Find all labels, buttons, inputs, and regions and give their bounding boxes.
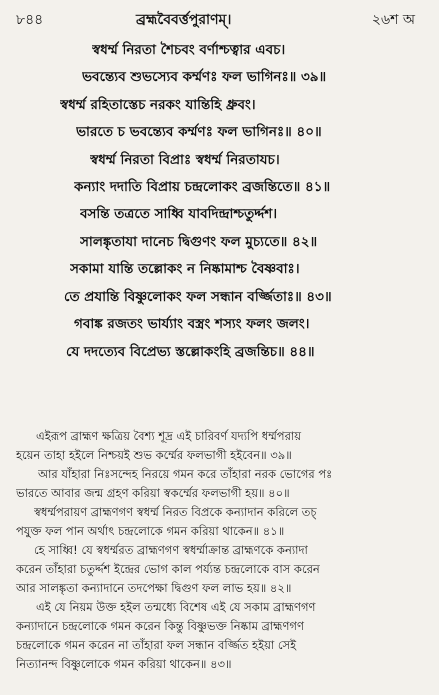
- translation-line: পযুক্ত ফল পান অর্থাৎ চন্দ্রলোকে গমন করিয়া থাকেন॥ ৪১॥: [16, 524, 285, 538]
- page-header: [0, 4, 439, 26]
- translation-line: হয়েন তাহা হইলে নিশ্চয়ই শুভ কর্ম্মের ফলভাগী হইবেন॥ ৩৯॥: [16, 448, 292, 462]
- translation-line: স্বধর্ম্মপরায়ণ ব্রাহ্মণগণ স্বধর্ম্ম নিরত বিপ্রকে কন্যাদান করিলে তচ্: [34, 505, 317, 519]
- translation-line: হে সাধ্বি! যে স্বধর্ম্মরত ব্রাহ্মণগণ স্বধর্ম্মাক্রান্ত ব্রাহ্মণকে কন্যাদা: [34, 543, 308, 557]
- verse-line: গবাঙ্ক রজতং ভার্য্যাং বস্ত্রং শস্যং ফলং জলং।: [74, 316, 310, 332]
- verse-line: বসন্তি তত্রতে সাধ্বি যাবদিন্দ্রাশ্চতুর্দ্দশ।: [80, 206, 278, 222]
- verse-line: স্বধর্ম্ম রহিতাস্তেচ নরকং যান্তিহি ধ্রুবং।: [60, 97, 256, 113]
- verse-line: যে দদত্যেব বিপ্রেভ্য স্তল্লোকংহি ব্রজন্তিচ॥ ৪৪॥: [66, 344, 315, 360]
- verse-line: কন্যাং দদাতি বিপ্রায় চন্দ্রলোকং ব্রজন্তিতে॥ ৪১॥: [74, 179, 331, 195]
- translation-line: আর যাঁহারা নিঃসন্দেহ নিরয়ে গমন করে তাঁহারা নরক ভোগের পঃ: [38, 467, 333, 481]
- verse-line: স্বধর্ম্ম নিরতা বিপ্রাঃ স্বধর্ম্ম নিরতাযচ।: [90, 152, 280, 168]
- verse-line: সালঙ্কৃতাযা দানেচ দ্বিগুণং ফল মুচ্যতে॥ ৪২॥: [80, 234, 318, 250]
- page-number: ৮৪৪: [16, 12, 44, 28]
- running-title: ব্রহ্মবৈবর্ত্তপুরাণম্।: [136, 12, 232, 28]
- verse-line: তে প্রযান্তি বিষ্ণুলোকং ফল সন্ধান বর্জ্জিতাঃ॥ ৪৩॥: [64, 289, 332, 305]
- translation-line: করেন তাঁহারা চতুর্দ্দশ ইন্দ্রের ভোগ কাল পর্য্যন্ত চন্দ্রলোকে বাস করেন: [16, 562, 320, 576]
- translation-line: নিত্যানন্দ বিষ্ণুলোকে গমন করিয়া থাকেন॥ ৪৩॥: [16, 657, 232, 671]
- verse-line: সকামা যান্তি তল্লোকং ন নিষ্কামাশ্চ বৈষ্ণবাঃ।: [70, 261, 300, 277]
- translation-line: চন্দ্রলোকে গমন করেন না তাঁহারা ফল সন্ধান বর্জ্জিত হইয়া সেই: [16, 638, 297, 652]
- verse-line: স্বধর্ম্ম নিরতা শৈচবং বর্ণাশ্চত্বার এবচ।: [92, 42, 286, 58]
- translation-line: আর সালঙ্কৃতা কন্যাদানে তদপেক্ষা দ্বিগুণ ফল লাভ হয়॥ ৪২॥: [16, 581, 292, 595]
- translation-line: এই যে নিয়ম উক্ত হইল তন্মধ্যে বিশেষ এই যে সকাম ব্রাহ্মণগণ: [36, 600, 316, 614]
- verse-line: ভারতে চ ভবন্ত্যেব কর্ম্মণঃ ফল ভাগিনঃ॥ ৪০॥: [76, 124, 322, 140]
- translation-line: ভারতে আবার জন্ম গ্রহণ করিয়া স্বকর্ম্মের ফলভাগী হয়॥ ৪০॥: [16, 486, 290, 500]
- translation-line: এইরূপ ব্রাহ্মণ ক্ষত্রিয় বৈশ্য শূদ্র এই চারিবর্ণ যদ্যপি ধর্ম্মপরায়: [36, 429, 302, 443]
- chapter-label: ২৬শ অ: [371, 12, 415, 28]
- verse-line: ভবন্ত্যেব শুভস্যেব কর্ম্মণঃ ফল ভাগিনঃ॥ ৩৯॥: [82, 69, 327, 85]
- translation-line: কন্যাদানে চন্দ্রলোকে গমন করেন কিন্তু বিষ্ণুভক্ত নিষ্কাম ব্রাহ্মণগণ: [16, 619, 304, 633]
